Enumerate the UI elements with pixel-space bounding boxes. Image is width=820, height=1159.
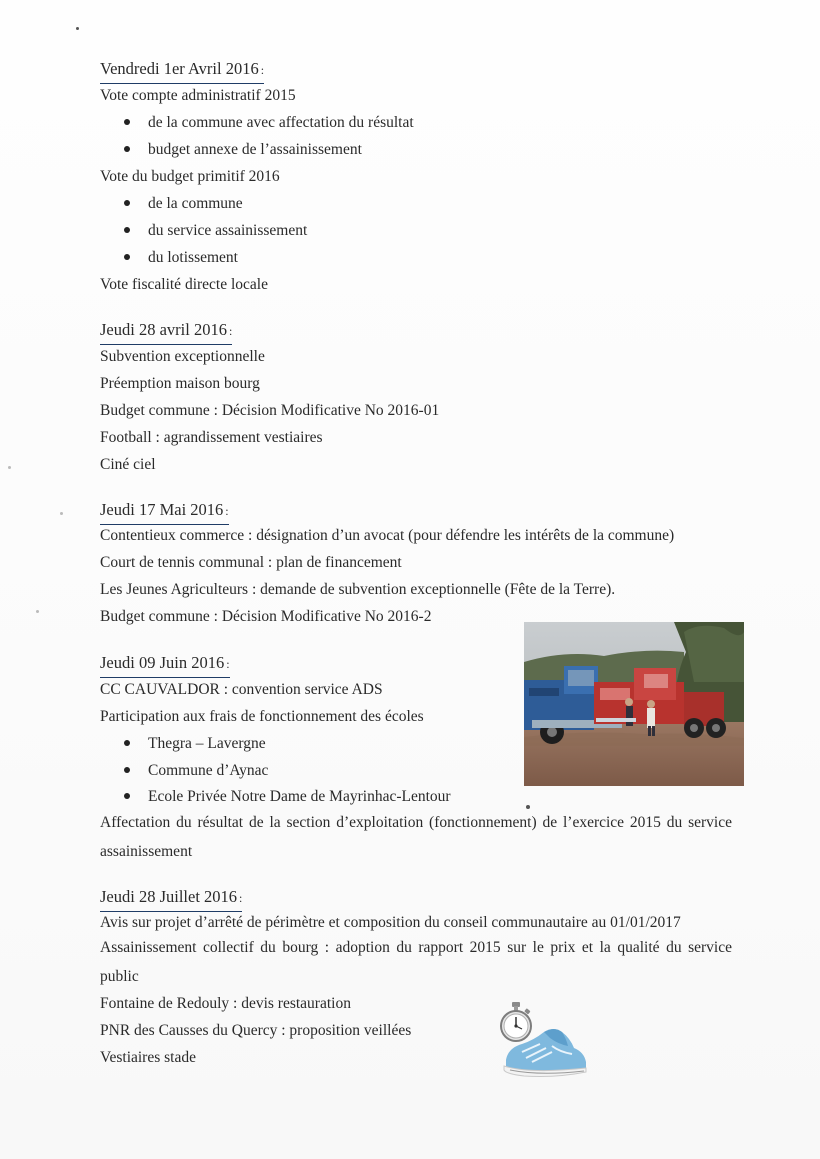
agenda-item: Vote du budget primitif 2016 xyxy=(100,168,280,185)
scan-speck xyxy=(526,805,530,809)
agenda-item: Court de tennis communal : plan de financement xyxy=(100,554,402,571)
bullet-item xyxy=(124,734,266,754)
scan-speck xyxy=(60,512,63,515)
bullet-text: du lotissement xyxy=(148,249,238,266)
running-shoe-icon xyxy=(500,1022,588,1078)
heading-colon: : xyxy=(260,63,265,77)
agenda-paragraph: Assainissement collectif du bourg : adoption du rapport 2015 sur le prix et la qualité du service public xyxy=(100,939,732,985)
agenda-item: PNR des Causses du Quercy : proposition veillées xyxy=(100,1022,412,1039)
farm-machinery-photo xyxy=(524,622,744,786)
agenda-item: Ciné ciel xyxy=(100,456,156,473)
section-heading-july-28 xyxy=(100,886,242,912)
bullet-dot-icon xyxy=(124,119,130,125)
bullet-dot-icon xyxy=(124,254,130,260)
section-heading-april-28 xyxy=(100,319,232,345)
heading-colon: : xyxy=(225,504,229,518)
agenda-paragraph: Affectation du résultat de la section d’exploitation (fonctionnement) de l’exercice 2015 du service assainissement xyxy=(100,814,732,860)
agenda-item: Budget commune : Décision Modificative No 2016-01 xyxy=(100,402,440,419)
bullet-text: budget annexe de l’assainissement xyxy=(148,141,362,158)
agenda-item: Contentieux commerce : désignation d’un avocat (pour défendre les intérêts de la commune) xyxy=(100,527,675,544)
scan-speck xyxy=(8,466,11,469)
agenda-item: Budget commune : Décision Modificative No 2016-2 xyxy=(100,608,432,625)
bullet-item xyxy=(124,140,362,160)
agenda-item: Vote fiscalité directe locale xyxy=(100,276,268,293)
farm-machinery-photo-graphic xyxy=(524,622,744,786)
heading-text: Jeudi 17 Mai 2016 xyxy=(100,500,224,519)
agenda-item: Participation aux frais de fonctionnement des écoles xyxy=(100,708,424,725)
bullet-dot-icon xyxy=(124,767,130,773)
agenda-item: Préemption maison bourg xyxy=(100,375,260,392)
section-heading-april-1 xyxy=(100,58,264,84)
agenda-item: Subvention exceptionnelle xyxy=(100,348,265,365)
bullet-dot-icon xyxy=(124,146,130,152)
section-heading-may-17 xyxy=(100,499,229,525)
scan-speck xyxy=(76,27,79,30)
heading-text: Jeudi 28 avril 2016 xyxy=(100,320,227,339)
bullet-item xyxy=(124,248,238,268)
bullet-dot-icon xyxy=(124,793,130,799)
agenda-item: Football : agrandissement vestiaires xyxy=(100,429,323,446)
bullet-item xyxy=(124,194,243,214)
bullet-item xyxy=(124,787,451,807)
agenda-item: Avis sur projet d’arrêté de périmètre et composition du conseil communautaire au 01/01/2017 xyxy=(100,914,681,931)
agenda-item: Vestiaires stade xyxy=(100,1049,196,1066)
section-heading-june-09 xyxy=(100,652,230,678)
bullet-text: de la commune xyxy=(148,195,243,212)
bullet-text: du service assainissement xyxy=(148,222,308,239)
heading-text: Vendredi 1er Avril 2016 xyxy=(100,59,259,78)
running-shoe-graphic xyxy=(500,1022,588,1078)
heading-colon: : xyxy=(226,657,230,671)
bullet-text: Thegra – Lavergne xyxy=(148,735,266,752)
agenda-item: Les Jeunes Agriculteurs : demande de subvention exceptionnelle (Fête de la Terre). xyxy=(100,581,616,598)
heading-text: Jeudi 28 Juillet 2016 xyxy=(100,887,238,906)
heading-text: Jeudi 09 Juin 2016 xyxy=(100,653,225,672)
agenda-item: CC CAUVALDOR : convention service ADS xyxy=(100,681,383,698)
bullet-item xyxy=(124,761,268,781)
heading-colon: : xyxy=(239,891,243,905)
bullet-item xyxy=(124,113,414,133)
heading-colon: : xyxy=(228,324,233,338)
scan-speck xyxy=(36,610,39,613)
bullet-text: Commune d’Aynac xyxy=(148,762,269,779)
bullet-text: de la commune avec affectation du résultat xyxy=(148,114,414,131)
bullet-item xyxy=(124,221,307,241)
agenda-item: Fontaine de Redouly : devis restauration xyxy=(100,995,351,1012)
bullet-dot-icon xyxy=(124,200,130,206)
bullet-text: Ecole Privée Notre Dame de Mayrinhac-Lentour xyxy=(148,788,451,805)
bullet-dot-icon xyxy=(124,227,130,233)
agenda-item: Vote compte administratif 2015 xyxy=(100,87,296,104)
bullet-dot-icon xyxy=(124,740,130,746)
